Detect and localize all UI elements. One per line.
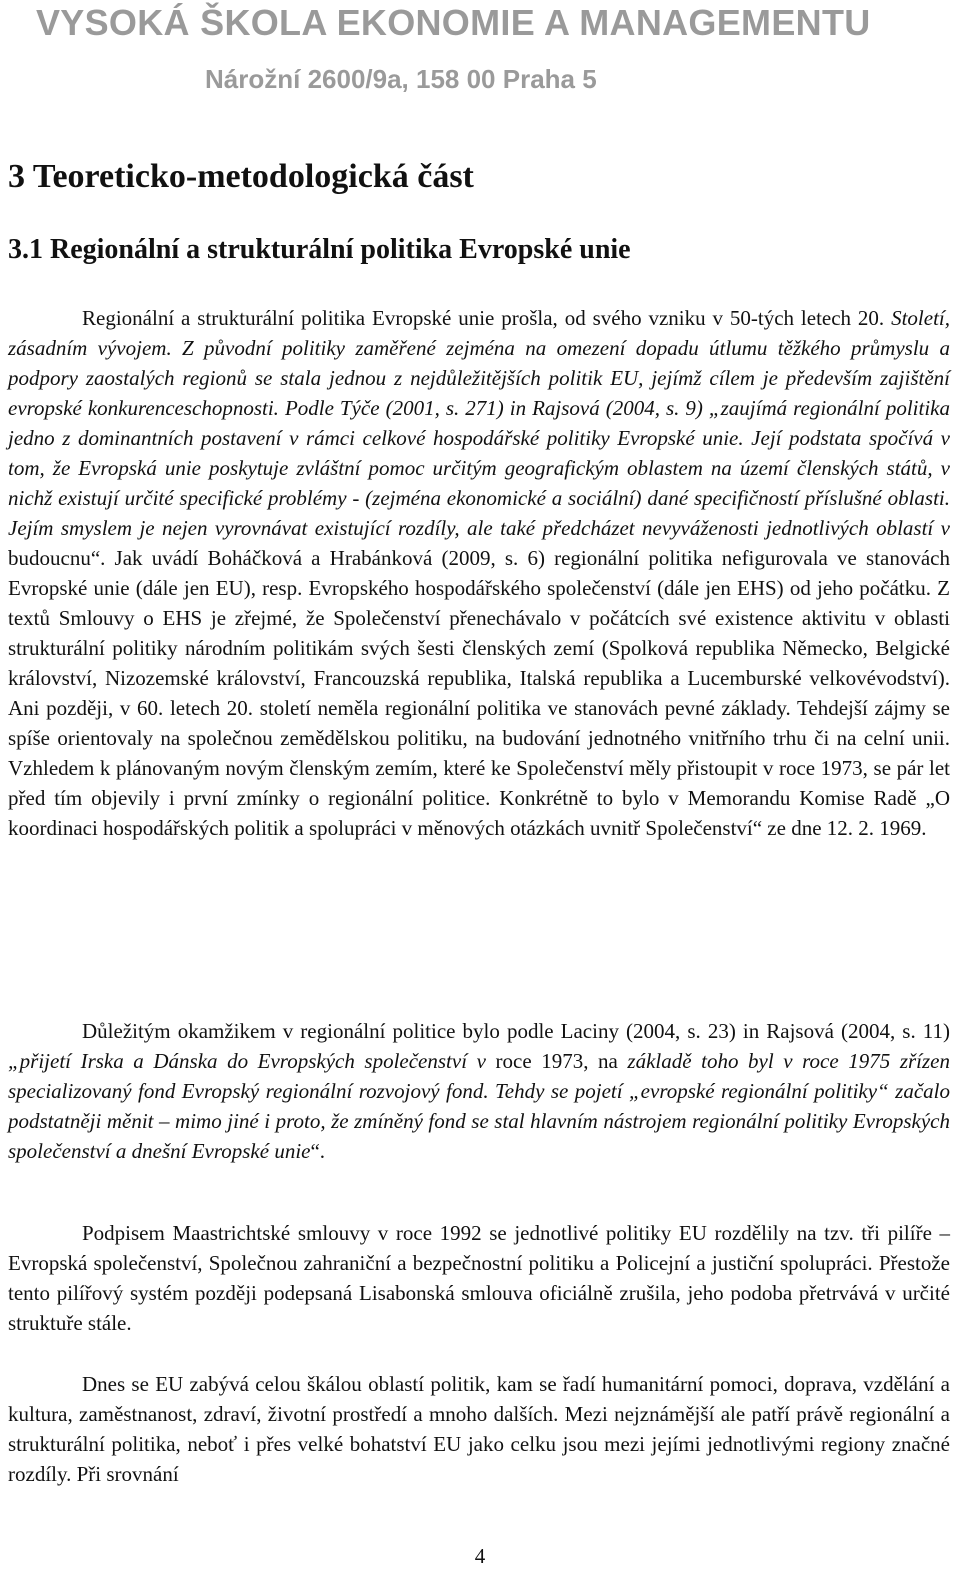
paragraph-4 [8,1369,950,1489]
page-number: 4 [474,1544,486,1568]
school-address: Nárožní 2600/9a, 158 00 Praha 5 [205,64,597,94]
p2-text-c: roce 1973, na [495,1049,628,1073]
p2-text-e: “. [310,1139,326,1163]
school-name: VYSOKÁ ŠKOLA EKONOMIE A MANAGEMENTU [36,2,871,43]
p1-text-d: budoucnu“. Jak uvádí Boháčková a Hrabánková (2009, s. 6) regionální politika nefigurovala ve stanovách Evropské unie (dále jen EU), resp. Evropského hospodářského společenství (dále jen EHS) od jeho počátku. Z textů Smlouvy o EHS je zřejmé, že Společenství přenechávalo v počátcích své existence aktivitu v oblasti strukturální politiky národním politikám svých šesti členských zemí (Spolková republika Německo, Belgické království, Nizozemské království, Francouzská republika, Italská republika a Lucemburské velkovévodství). Ani později, v 60. letech 20. století neměla regionální politika ve stanovách pevné základy. Tehdejší zájmy se spíše orientovaly na společnou zemědělskou politiku, na budování jednotného vnitřního trhu či na celní unii. Vzhledem k plánovaným novým členským zemím, které ke Společenství měly přistoupit v roce 1973, se pár let před tím objevily i první zmínky o regionální politice. Konkrétně to bylo v Memorandu Komise Radě „O koordinaci hospodářských politik a spolupráci v měnových otázkách uvnitř Společenství“ ze dne 12. 2. 1969. [8,546,950,840]
p2-quote-b: základě toho byl v roce 1975 zřízen specializovaný fond Evropský regionální rozvojový fond. Tehdy se pojetí „evropské regionální politiky“ začalo podstatněji měnit – mimo jiné i proto, že zmíněný fond se stal hlavním nástrojem regionální politiky Evropských společenství a dnešní Evropské unie [8,1049,950,1163]
p4-text: Dnes se EU zabývá celou škálou oblastí politik, kam se řadí humanitární pomoci, doprava, vzdělání a kultura, zaměstnanost, zdraví, životní prostředí a mnoho dalších. Mezi nejznámější ale patří právě regionální a strukturální politika, neboť i přes velké bohatství EU jako celku jsou mezi jejími jednotlivými regiony značné rozdíly. Při srovnání [8,1372,950,1486]
p1-text-a: Regionální a strukturální politika Evropské unie prošla, od svého vzniku v 50-tých letech 20. [82,306,892,330]
chapter-heading: 3 Teoreticko-metodologická část [8,158,474,195]
paragraph-2 [8,1016,950,1166]
p1-text-b: Století, zásadním vývojem. Z původní politiky zaměřené zejména na omezení dopadu útlumu těžkého průmyslu a podpory zaostalých regionů se stala jednou z nejdůležitějších politik EU, jejímž cílem je především zajištění evropské konkurenceschopnosti. Podle Týče (2001, s. 271) in Rajsová (2004, s. 9) [8,306,950,420]
p2-quote-a: „přijetí Irska a Dánska do Evropských společenství v [8,1049,496,1073]
p2-text-a: Důležitým okamžikem v regionální politice bylo podle Laciny (2004, s. 23) in Rajsová (2004, s. 11) [82,1019,950,1043]
p3-text: Podpisem Maastrichtské smlouvy v roce 1992 se jednotlivé politiky EU rozdělily na tzv. tři pilíře – Evropská společenství, Společnou zahraniční a bezpečnostní politiku a Policejní a justiční spolupráci. Přestože tento pilířový systém později podepsaná Lisabonská smlouva oficiálně zrušila, jeho podoba přetrvává v určité struktuře stále. [8,1221,950,1335]
paragraph-1 [8,303,950,843]
paragraph-3 [8,1218,950,1338]
section-heading: 3.1 Regionální a strukturální politika Evropské unie [8,234,631,265]
p1-quote: „zaujímá regionální politika jedno z dominantních postavení v rámci celkové hospodářské politiky Evropské unie. Její podstata spočívá v tom, že Evropská unie poskytuje zvláštní pomoc určitým geografickým oblastem na území členských států, v nichž existují určité specifické problémy - (zejména ekonomické a sociální) dané specifičností příslušné oblasti. Jejím smyslem je nejen vyrovnávat existující rozdíly, ale také předcházet nevyváženosti jednotlivých oblastí v [8,396,950,540]
